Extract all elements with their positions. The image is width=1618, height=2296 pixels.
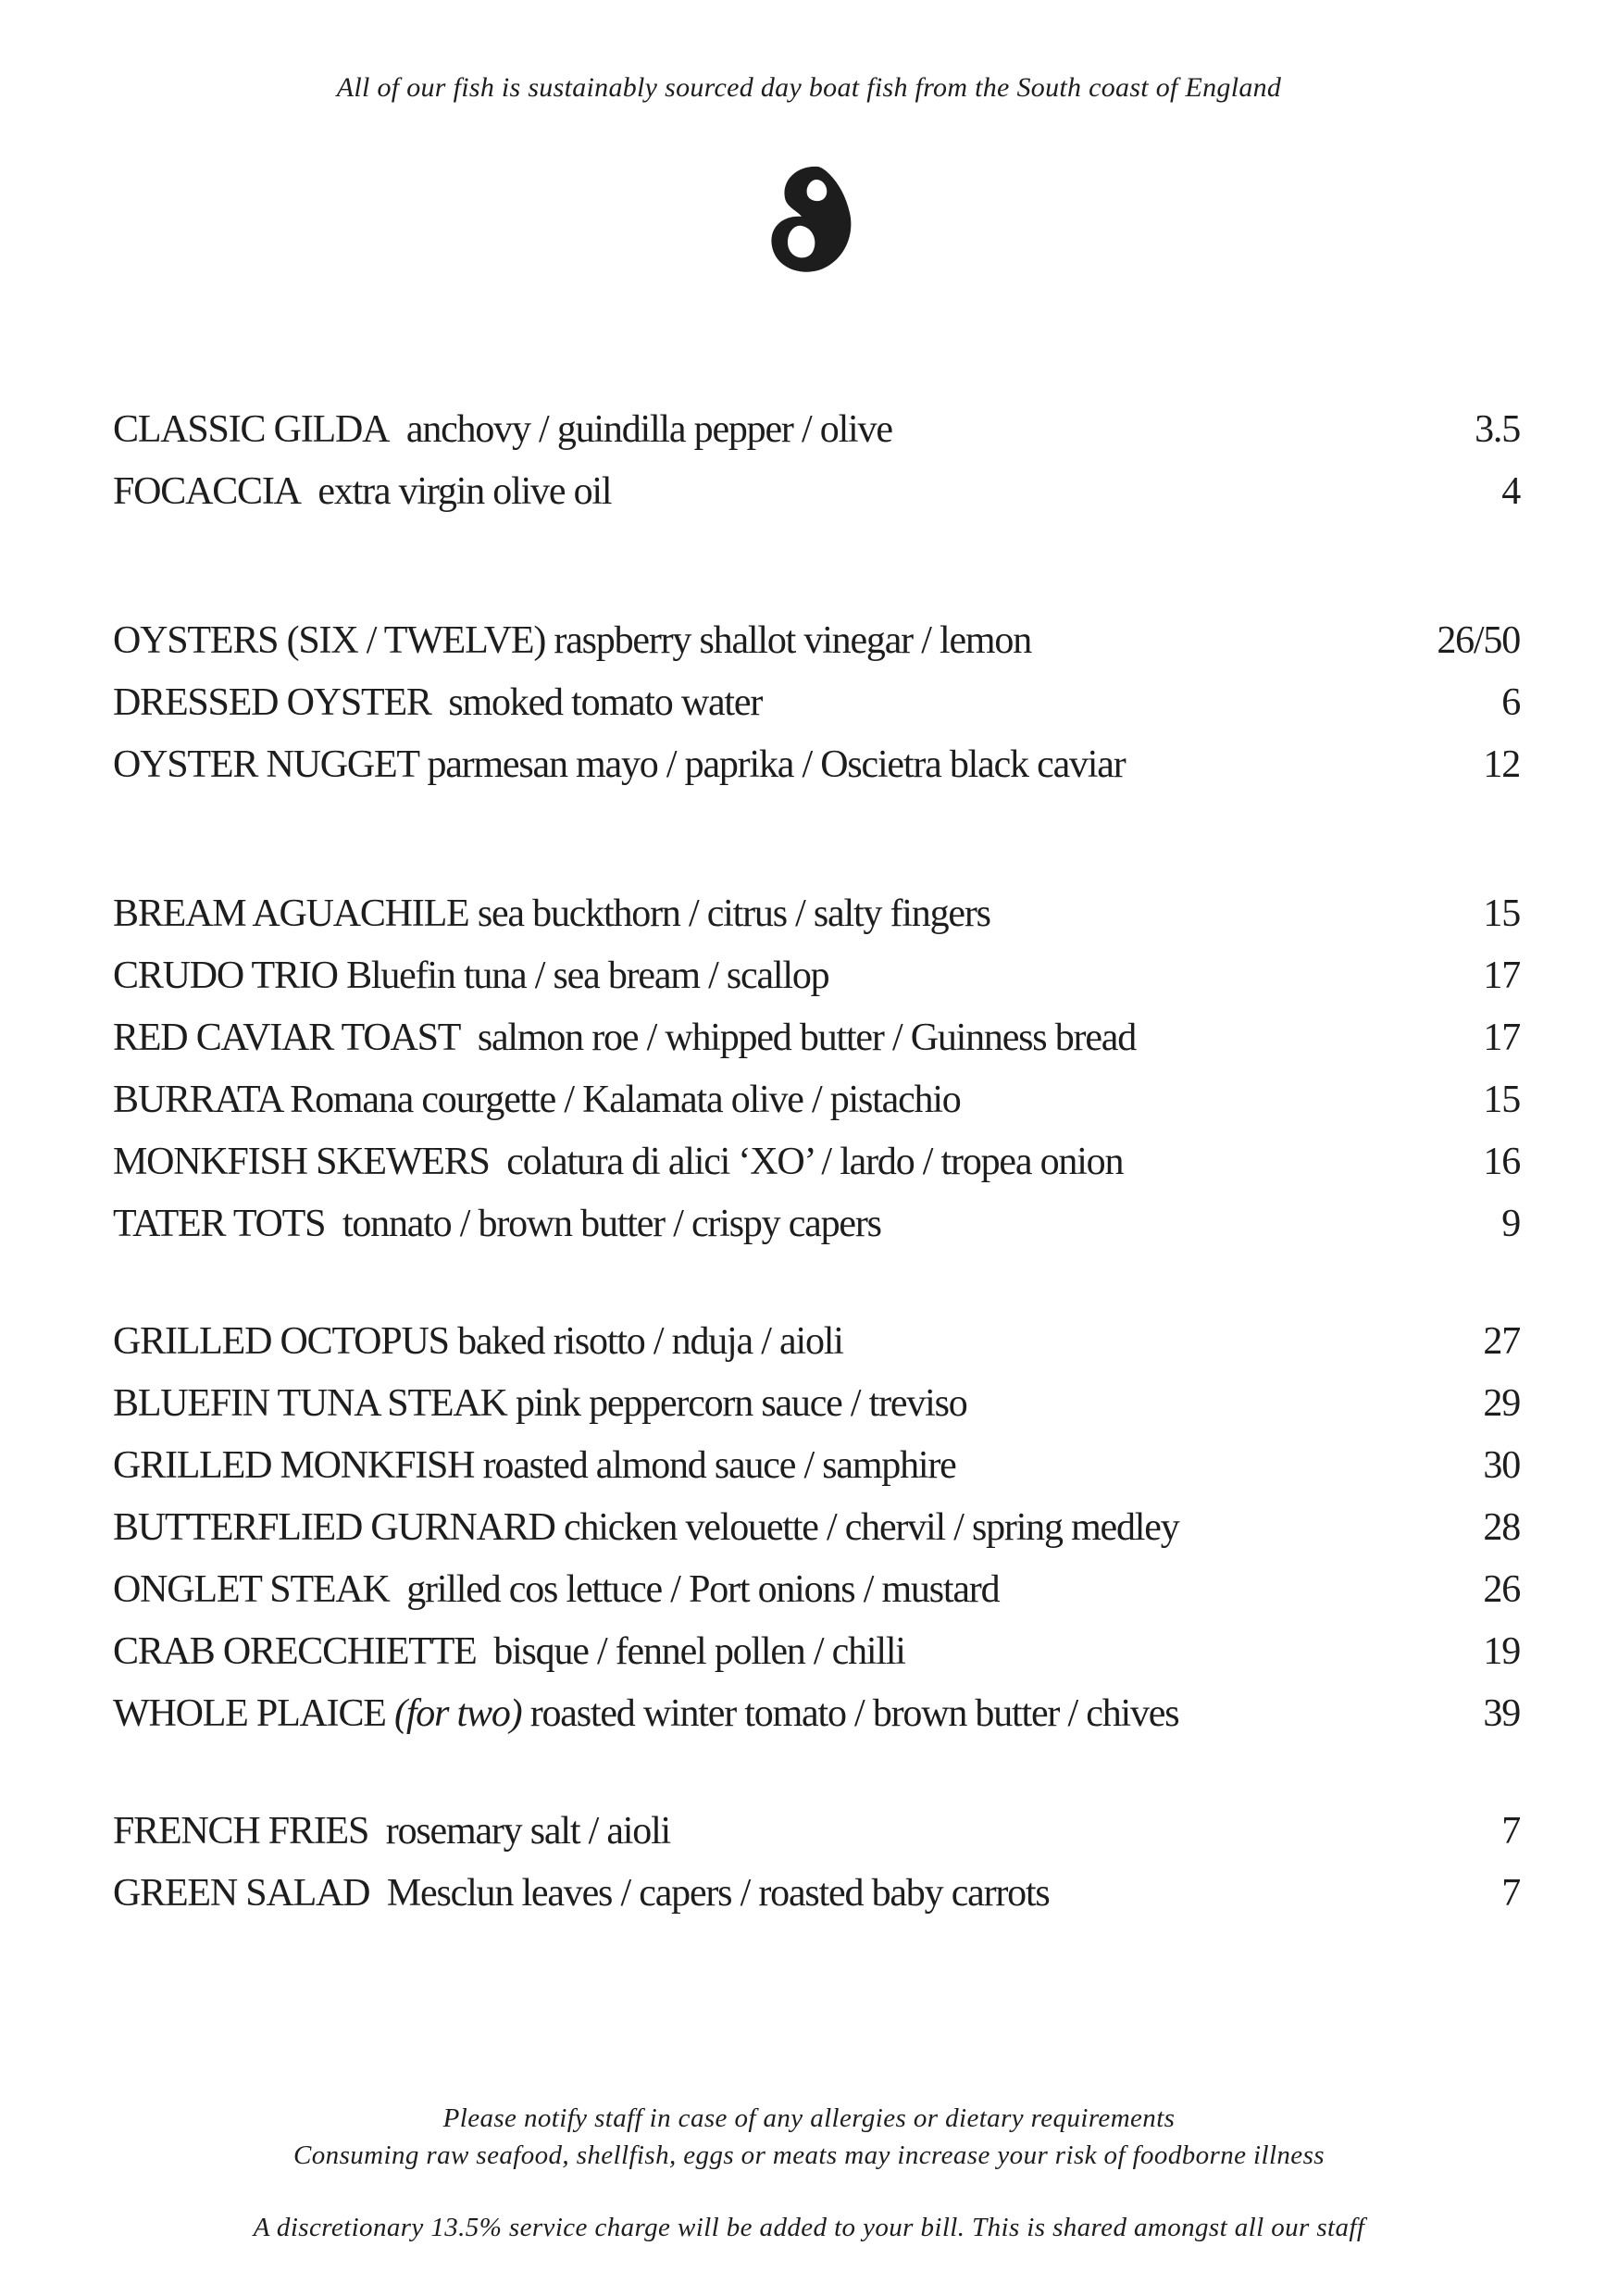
item-price: 9 <box>1501 1203 1520 1245</box>
item-description: anchovy / guindilla pepper / olive <box>405 408 892 451</box>
item-price: 4 <box>1501 470 1520 513</box>
menu-item <box>113 1691 1520 1753</box>
item-price: 39 <box>1483 1692 1520 1735</box>
raw-food-warning: Consuming raw seafood, shellfish, eggs or meats may increase your risk of foodborne illness <box>293 2140 1325 2170</box>
item-description: smoked tomato water <box>448 681 763 724</box>
item-name: TATER TOTS <box>113 1203 326 1245</box>
item-name: MONKFISH SKEWERS <box>113 1141 490 1183</box>
item-note: (for two) <box>394 1692 522 1735</box>
item-description: bisque / fennel pollen / chilli <box>493 1630 905 1673</box>
menu-item <box>113 1381 1520 1443</box>
item-name: GRILLED MONKFISH <box>113 1444 475 1487</box>
menu-section-mains <box>113 1319 1520 1753</box>
item-name: FOCACCIA <box>113 470 301 513</box>
item-name: OYSTER NUGGET <box>113 743 419 786</box>
item-name: DRESSED OYSTER <box>113 681 431 724</box>
menu-item <box>113 469 1520 531</box>
item-name: BURRATA <box>113 1079 281 1121</box>
item-price: 16 <box>1483 1141 1520 1183</box>
allergy-notice: Please notify staff in case of any allergies or dietary requirements <box>442 2103 1176 2133</box>
item-price: 7 <box>1501 1872 1520 1915</box>
item-price: 17 <box>1483 1017 1520 1059</box>
menu-item <box>113 1202 1520 1264</box>
menu-item <box>113 618 1520 680</box>
item-description: Mesclun leaves / capers / roasted baby carrots <box>386 1872 1050 1915</box>
item-price: 30 <box>1483 1444 1520 1487</box>
item-price: 15 <box>1483 1079 1520 1121</box>
item-name: RED CAVIAR TOAST <box>113 1017 461 1059</box>
menu-item <box>113 742 1520 805</box>
menu-section-sides <box>113 1809 1520 1933</box>
item-price: 27 <box>1483 1320 1520 1363</box>
item-name: GREEN SALAD <box>113 1872 370 1915</box>
item-name: ONGLET STEAK <box>113 1568 390 1611</box>
item-description: Bluefin tuna / sea bream / scallop <box>346 955 829 997</box>
item-description: baked risotto / nduja / aioli <box>457 1320 843 1363</box>
item-description: roasted almond sauce / samphire <box>482 1444 956 1487</box>
item-description: Romana courgette / Kalamata olive / pistachio <box>290 1079 961 1121</box>
item-price: 7 <box>1501 1810 1520 1853</box>
item-description: salmon roe / whipped butter / Guinness bread <box>477 1017 1137 1059</box>
menu-list <box>113 407 1520 1933</box>
menu-item <box>113 892 1520 954</box>
menu-section-small-plates <box>113 892 1520 1264</box>
item-price: 15 <box>1483 892 1520 935</box>
menu-item <box>113 1505 1520 1567</box>
item-price: 6 <box>1501 681 1520 724</box>
menu-section-snacks <box>113 407 1520 531</box>
tagline: All of our fish is sustainably sourced day boat fish from the South coast of England <box>336 72 1282 103</box>
menu-section-oysters <box>113 618 1520 805</box>
item-name: BLUEFIN TUNA STEAK <box>113 1382 507 1425</box>
item-price: 12 <box>1483 743 1520 786</box>
item-description: rosemary salt / aioli <box>385 1810 671 1853</box>
menu-item <box>113 407 1520 469</box>
menu-item <box>113 1809 1520 1871</box>
service-charge-notice: A discretionary 13.5% service charge will be added to your bill. This is shared amongst all our staff <box>253 2213 1365 2242</box>
menu-item <box>113 1871 1520 1933</box>
menu-item <box>113 680 1520 742</box>
item-price: 17 <box>1483 955 1520 997</box>
item-price: 19 <box>1483 1630 1520 1673</box>
item-name: CRAB ORECCHIETTE <box>113 1630 477 1673</box>
item-description: colatura di alici ‘XO’ / lardo / tropea onion <box>506 1141 1124 1183</box>
item-name: GRILLED OCTOPUS <box>113 1320 449 1363</box>
item-name: WHOLE PLAICE <box>113 1692 386 1735</box>
item-name: BUTTERFLIED GURNARD <box>113 1506 555 1549</box>
item-description: extra virgin olive oil <box>317 470 612 513</box>
item-price: 29 <box>1483 1382 1520 1425</box>
item-name: OYSTERS (SIX / TWELVE) <box>113 619 546 662</box>
item-name: FRENCH FRIES <box>113 1810 369 1853</box>
item-name: CLASSIC GILDA <box>113 408 390 451</box>
item-price: 26 <box>1483 1568 1520 1611</box>
menu-item <box>113 1319 1520 1381</box>
item-description: raspberry shallot vinegar / lemon <box>554 619 1031 662</box>
menu-item <box>113 1078 1520 1140</box>
item-description: roasted winter tomato / brown butter / chives <box>529 1692 1179 1735</box>
menu-item <box>113 1016 1520 1078</box>
item-price: 3.5 <box>1475 408 1520 451</box>
item-description: tonnato / brown butter / crispy capers <box>342 1203 881 1245</box>
item-description: sea buckthorn / citrus / salty fingers <box>477 892 990 935</box>
item-name: BREAM AGUACHILE <box>113 892 469 935</box>
swirl-logo-icon <box>761 159 863 280</box>
item-price: 28 <box>1483 1506 1520 1549</box>
item-description: chicken velouette / chervil / spring medley <box>564 1506 1179 1549</box>
menu-item <box>113 954 1520 1016</box>
item-name: CRUDO TRIO <box>113 955 338 997</box>
menu-item <box>113 1567 1520 1629</box>
item-price: 26/50 <box>1437 619 1520 662</box>
item-description: pink peppercorn sauce / treviso <box>515 1382 967 1425</box>
menu-item <box>113 1443 1520 1505</box>
menu-item <box>113 1629 1520 1691</box>
item-description: grilled cos lettuce / Port onions / mustard <box>406 1568 1000 1611</box>
menu-item <box>113 1140 1520 1202</box>
item-description: parmesan mayo / paprika / Oscietra black caviar <box>427 743 1126 786</box>
